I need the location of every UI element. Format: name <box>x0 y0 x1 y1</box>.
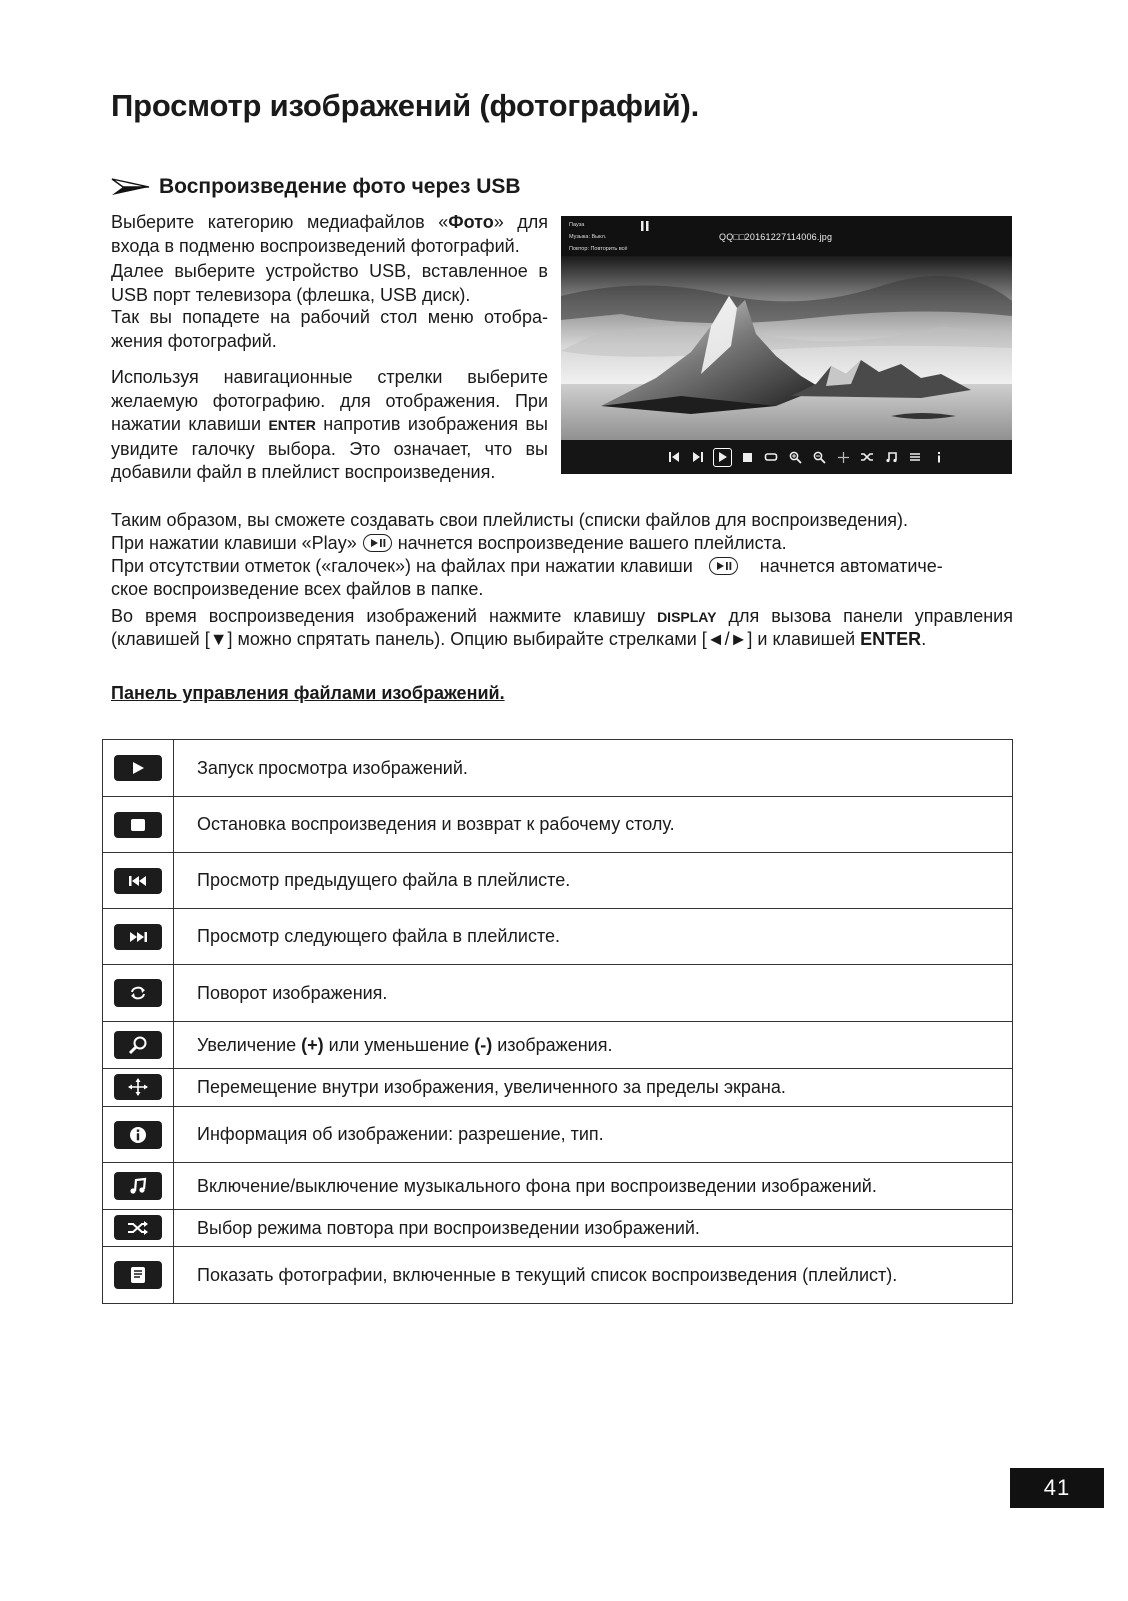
zoom-in-icon[interactable] <box>786 448 804 466</box>
section-heading-text: Воспроизведение фото через USB <box>159 175 521 198</box>
move-icon <box>114 1074 162 1100</box>
table-row <box>103 740 1013 797</box>
table-row <box>103 1107 1013 1163</box>
table-row <box>103 1247 1013 1304</box>
shuffle-icon[interactable] <box>858 448 876 466</box>
play-icon <box>114 755 162 781</box>
control-description: Просмотр следующего файла в плейлисте. <box>174 909 1013 965</box>
control-description: Перемещение внутри изображения, увеличенного за пределы экрана. <box>174 1069 1013 1107</box>
body-line-2: При нажатии клавиши «Play» начнется воспроизведение вашего плейлиста. <box>111 533 787 553</box>
status-music: Музыка: Выкл. <box>569 234 607 240</box>
control-description: Поворот изображения. <box>174 965 1013 1022</box>
body-line-4: ское воспроизведение всех файлов в папке. <box>111 579 484 599</box>
shuffle-icon <box>114 1215 162 1240</box>
body-line-6: (клавишей [▼] можно спрятать панель). Опцию выбирайте стрелками [◄/►] и клавишей ENTER. <box>111 629 927 649</box>
mountain-photo <box>561 256 1012 446</box>
table-row <box>103 797 1013 853</box>
page-title: Просмотр изображений (фотографий). <box>111 88 699 123</box>
stop-icon[interactable] <box>738 448 756 466</box>
play-icon[interactable] <box>713 448 732 467</box>
arrow-bullet-icon <box>111 177 151 197</box>
music-icon[interactable] <box>882 448 900 466</box>
body-line-3: При отсутствии отметок («галочек») на файлах при нажатии клавиши начнется автоматиче- <box>111 556 943 576</box>
section-heading <box>111 175 521 199</box>
table-row <box>103 853 1013 909</box>
play-pause-key-icon <box>709 557 738 575</box>
body-line-1: Таким образом, вы сможете создавать свои плейлисты (списки файлов для воспроизведения). <box>111 510 909 530</box>
control-description: Остановка воспроизведения и возврат к рабочему столу. <box>174 797 1013 853</box>
intro-paragraph-4: Используя навигационные стрелки выберите желаемую фотографию. для отображения. При нажатии клавиши ENTER напротив изображения вы увидите галочку выбора. Это означает, что вы добавили файл в плейлист воспроизведения. <box>111 367 548 482</box>
table-row <box>103 1022 1013 1069</box>
control-description: Показать фотографии, включенные в текущий список воспроизведения (плейлист). <box>174 1247 1013 1304</box>
intro-paragraph-1: Выберите категорию медиафайлов «Фото» для входа в подменю воспроизведений фотографий. <box>111 212 549 256</box>
previous-icon[interactable] <box>665 448 683 466</box>
zoom-out-icon[interactable] <box>810 448 828 466</box>
control-description: Информация об изображении: разрешение, тип. <box>174 1107 1013 1163</box>
page-number: 41 <box>1010 1468 1104 1508</box>
photo-viewer-screenshot <box>561 216 1012 474</box>
table-row <box>103 1069 1013 1107</box>
body-line-5: Во время воспроизведения изображений нажмите клавишу DISPLAY для вызова панели управления <box>111 606 1013 626</box>
zoom-icon <box>114 1031 162 1059</box>
intro-paragraph-2: Далее выберите устройство USB, вставленное в USB порт телевизора (флешка, USB диск). <box>111 261 548 305</box>
status-pause: Пауза <box>569 222 585 228</box>
previous-icon <box>114 868 162 894</box>
playlist-icon[interactable] <box>906 448 924 466</box>
playlist-icon <box>114 1261 162 1289</box>
file-name: QQ□□20161227114006.jpg <box>719 232 833 242</box>
pause-icon <box>640 220 650 232</box>
move-icon[interactable] <box>834 448 852 466</box>
play-pause-key-icon <box>363 534 392 552</box>
table-row <box>103 1163 1013 1210</box>
control-description: Включение/выключение музыкального фона при воспроизведении изображений. <box>174 1163 1013 1210</box>
table-row <box>103 909 1013 965</box>
control-description: Увеличение (+) или уменьшение (-) изображения. <box>174 1022 1013 1069</box>
intro-paragraph-3: Так вы попадете на рабочий стол меню отобра- жения фотографий. <box>111 307 548 351</box>
control-description: Выбор режима повтора при воспроизведении изображений. <box>174 1210 1013 1247</box>
info-icon <box>114 1121 162 1149</box>
status-repeat: Повтор: Повторить всё <box>569 246 628 252</box>
table-row <box>103 965 1013 1022</box>
panel-title: Панель управления файлами изображений. <box>111 683 505 703</box>
control-description: Просмотр предыдущего файла в плейлисте. <box>174 853 1013 909</box>
next-icon <box>114 924 162 950</box>
viewer-control-bar <box>561 440 1012 474</box>
next-icon[interactable] <box>689 448 707 466</box>
controls-table <box>102 739 1013 1304</box>
stop-icon <box>114 812 162 838</box>
music-icon <box>114 1172 162 1200</box>
repeat-icon[interactable] <box>762 448 780 466</box>
rotate-icon <box>114 979 162 1007</box>
info-icon[interactable] <box>930 448 948 466</box>
table-row <box>103 1210 1013 1247</box>
control-description: Запуск просмотра изображений. <box>174 740 1013 797</box>
